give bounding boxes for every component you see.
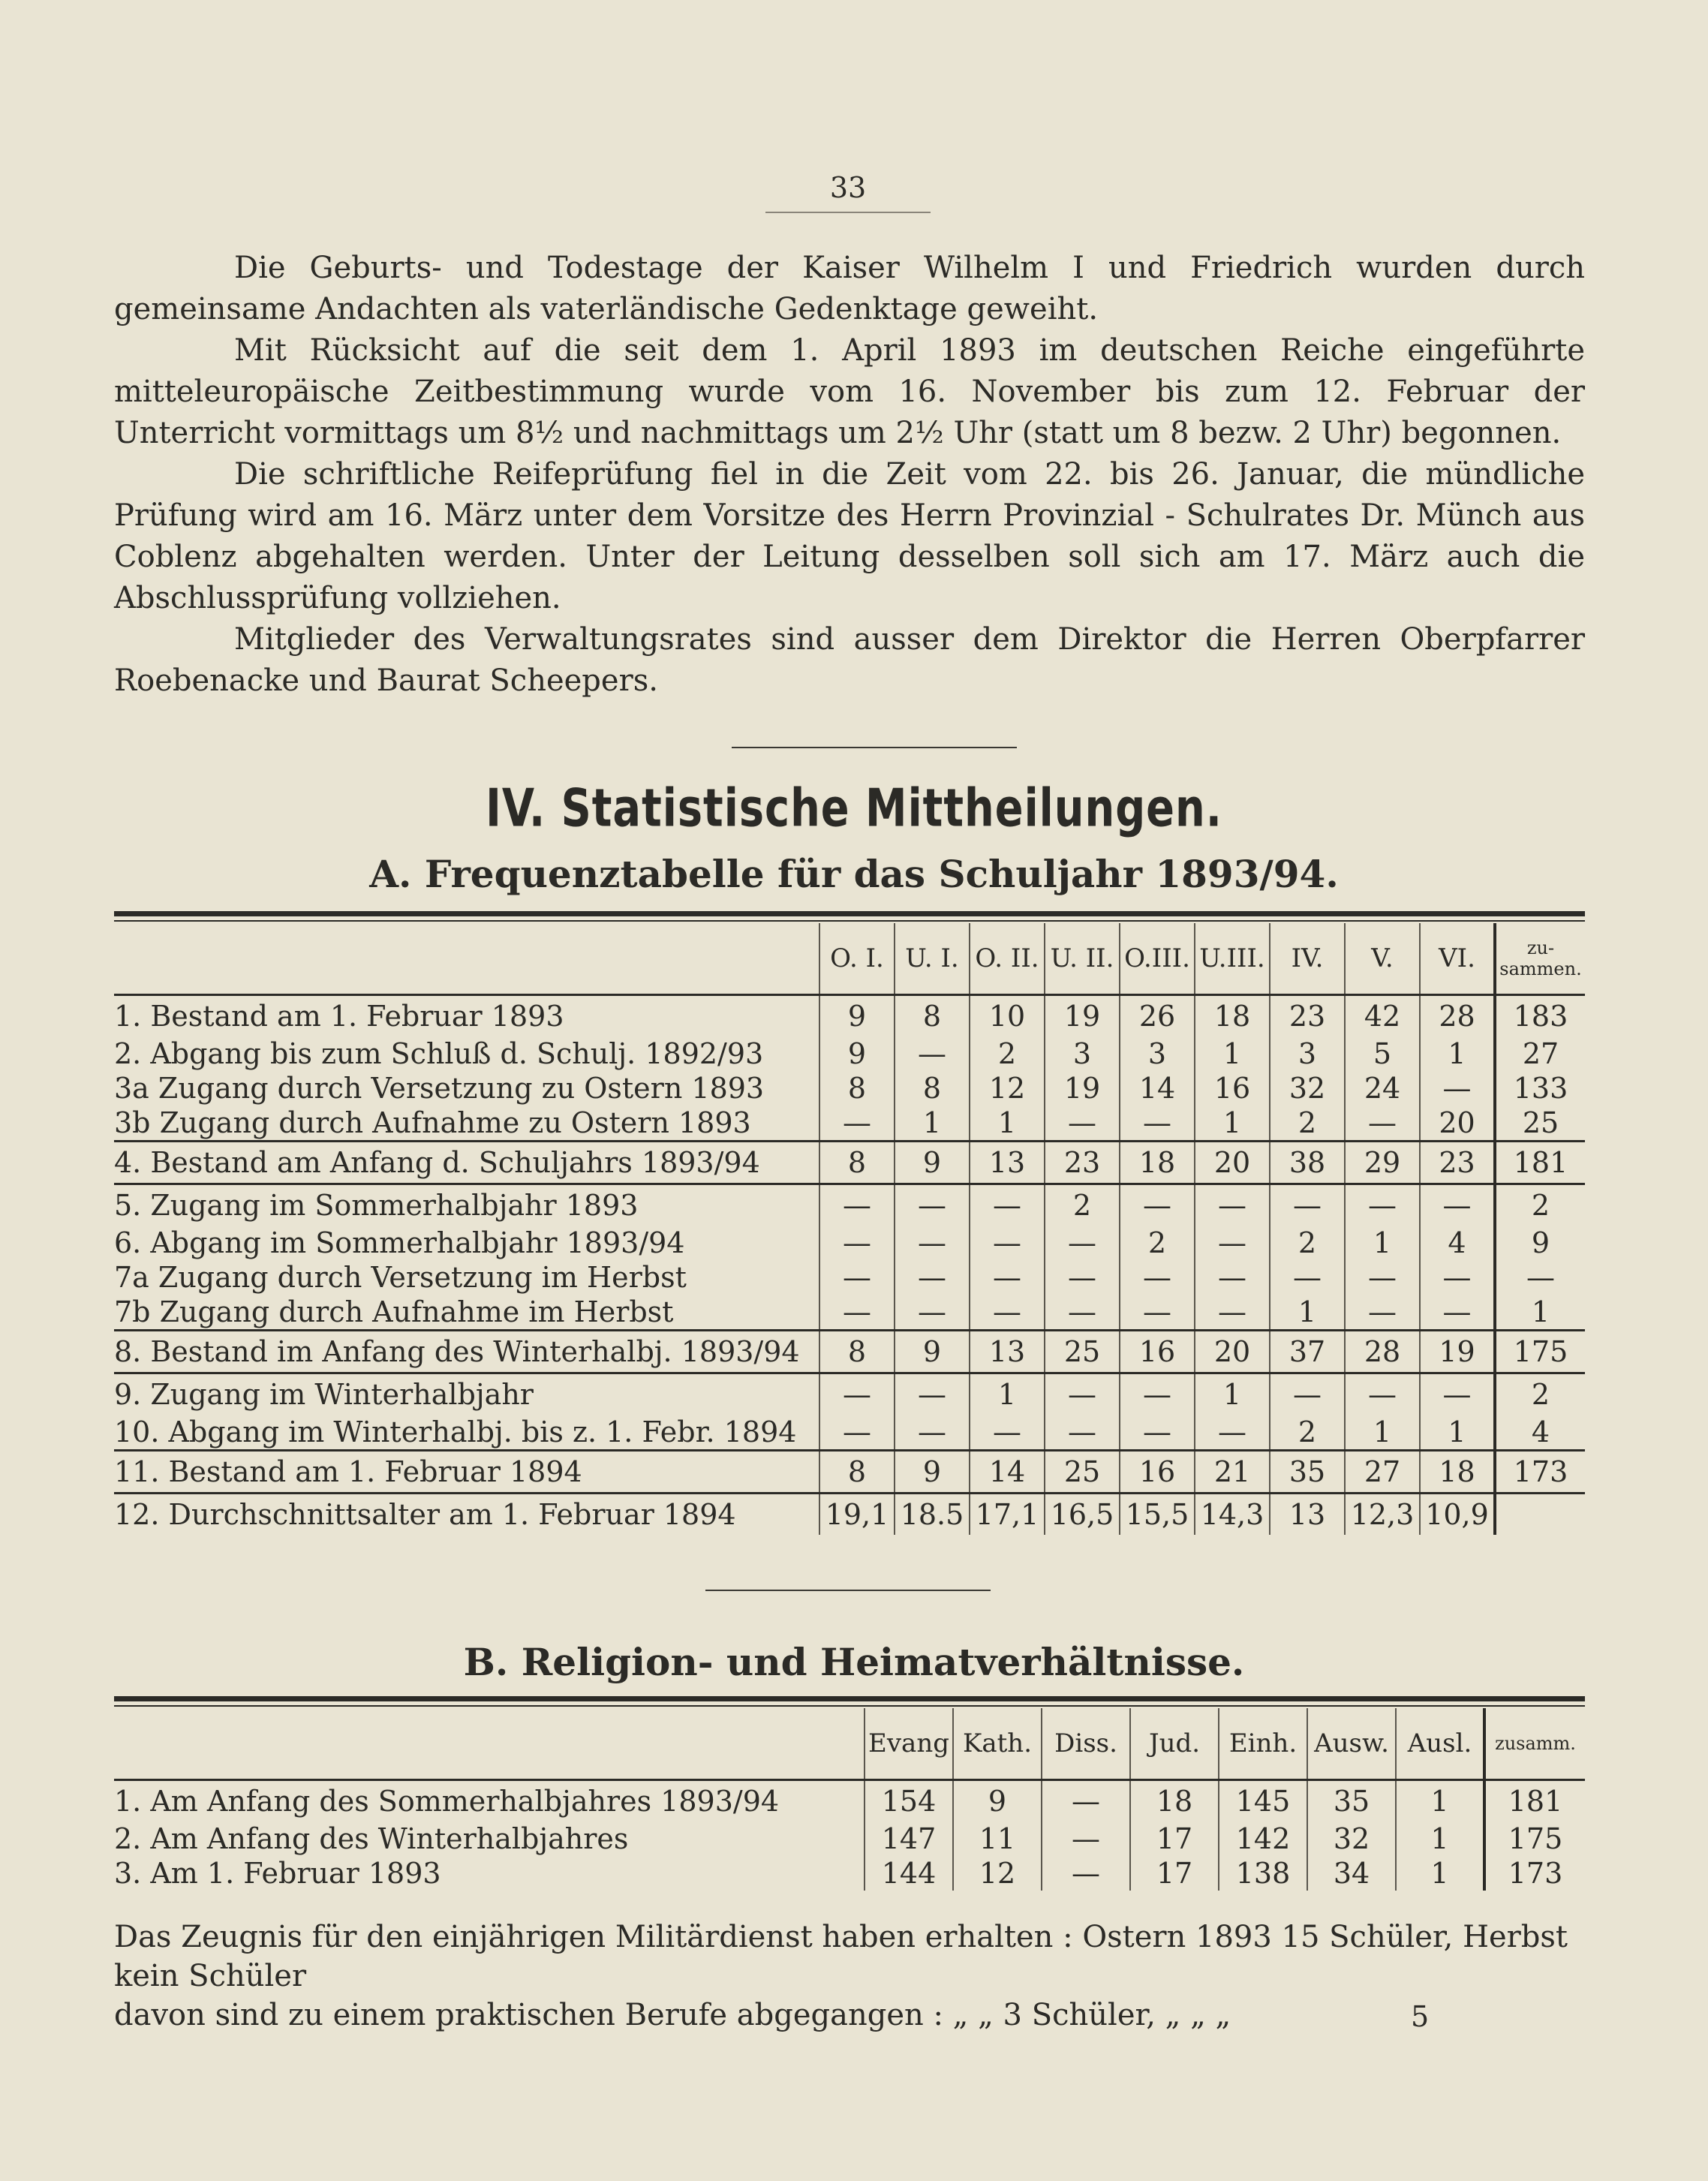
row-label: 1. Am Anfang des Sommerhalbjahres 1893/94: [114, 1780, 865, 1822]
signature-mark: 5: [1411, 2000, 1430, 2033]
section-title: IV. Statistische Mittheilungen.: [486, 777, 1222, 839]
table-cell: —: [1420, 1295, 1495, 1331]
table-cell: 1: [1420, 1036, 1495, 1071]
table-cell: 2: [1270, 1226, 1345, 1260]
table-cell: —: [1042, 1822, 1130, 1856]
row-label: 9. Zugang im Winterhalbjahr: [114, 1373, 819, 1415]
table-cell: 13: [970, 1331, 1045, 1373]
table-cell: —: [819, 1226, 895, 1260]
row-label: 2. Abgang bis zum Schluß d. Schulj. 1892/93: [114, 1037, 764, 1070]
table-a-title: A. Frequenztabelle für das Schuljahr 1893/94.: [369, 852, 1339, 896]
table-cell: —: [1270, 1373, 1345, 1415]
paragraph: Mit Rücksicht auf die seit dem 1. April 1893 im deutschen Reiche eingeführte mitteleuropäische Zeitbestimmung wurde vom 16. November bis zum 12. Februar der Unterricht vormittags um 8½ und nachmittags um 2½ Uhr (statt um 8 bezw. 2 Uhr) begonnen.: [114, 333, 1585, 450]
paragraph: Die schriftliche Reifeprüfung fiel in die Zeit vom 22. bis 26. Januar, die mündliche Prüfung wird am 16. März unter dem Vorsitze des Herrn Provinzial - Schulrates Dr. Münch aus Coblenz abgehalten werden. Unter der Leitung desselben soll sich am 17. März auch die Abschlussprüfung vollziehen.: [114, 457, 1585, 615]
table-cell: 9: [1495, 1226, 1585, 1260]
table-row: [114, 1071, 1585, 1106]
table-cell: 1: [1495, 1295, 1585, 1331]
table-cell: 17: [1130, 1856, 1219, 1891]
page-number-rule: [765, 212, 931, 213]
table-row: [114, 1106, 1585, 1142]
row-label: 11. Bestand am 1. Februar 1894: [114, 1451, 819, 1494]
table-cell: 32: [1270, 1071, 1345, 1106]
table-cell: —: [1495, 1260, 1585, 1295]
table-cell: 28: [1420, 995, 1495, 1037]
table-cell: 154: [865, 1780, 953, 1822]
table-cell: —: [1270, 1260, 1345, 1295]
divider: [705, 1590, 991, 1591]
table-cell: —: [1195, 1295, 1270, 1331]
table-row: [114, 1822, 1585, 1856]
table-cell: 16: [1120, 1451, 1195, 1494]
row-label: 4. Bestand am Anfang d. Schuljahrs 1893/94: [114, 1142, 819, 1184]
table-cell: 27: [1345, 1451, 1420, 1494]
table-cell: —: [819, 1260, 895, 1295]
table-row: [114, 1142, 1585, 1184]
table-cell: 14: [970, 1451, 1045, 1494]
table-cell: 42: [1345, 995, 1420, 1037]
table-cell: 11: [953, 1822, 1042, 1856]
column-header: VI.: [1420, 923, 1495, 995]
table-cell: 1: [1195, 1373, 1270, 1415]
table-cell: 13: [1270, 1494, 1345, 1536]
column-header: zusamm.: [1484, 1708, 1585, 1780]
table-cell: —: [895, 1036, 970, 1071]
table-cell: 147: [865, 1822, 953, 1856]
table-cell: 19,1: [819, 1494, 895, 1536]
divider: [732, 747, 1017, 748]
table-cell: 1: [1195, 1106, 1270, 1142]
table-cell: 19: [1045, 995, 1120, 1037]
table-cell: —: [1120, 1260, 1195, 1295]
table-cell: 18: [1420, 1451, 1495, 1494]
table-cell: —: [1120, 1295, 1195, 1331]
table-cell: 8: [895, 995, 970, 1037]
column-header: zu-sammen.: [1495, 923, 1585, 995]
paragraph: Mitglieder des Verwaltungsrates sind ausser dem Direktor die Herren Oberpfarrer Roebenacke und Baurat Scheepers.: [114, 622, 1585, 698]
row-label: 8. Bestand im Anfang des Winterhalbj. 1893/94: [114, 1331, 819, 1373]
column-header: U. I.: [895, 923, 970, 995]
table-a-top-rule-thin: [114, 920, 1585, 922]
table-cell: 20: [1195, 1331, 1270, 1373]
table-row: [114, 1184, 1585, 1226]
religion-table: [114, 1708, 1585, 1891]
table-cell: —: [1345, 1184, 1420, 1226]
table-cell: —: [895, 1226, 970, 1260]
table-cell: 20: [1420, 1106, 1495, 1142]
table-cell: —: [819, 1184, 895, 1226]
table-cell: 14,3: [1195, 1494, 1270, 1536]
column-header: Ausw.: [1307, 1708, 1396, 1780]
table-cell: 1: [1195, 1036, 1270, 1071]
table-cell: —: [1120, 1106, 1195, 1142]
table-cell: 2: [1120, 1226, 1195, 1260]
frequency-table: [114, 923, 1585, 1535]
table-cell: —: [819, 1415, 895, 1451]
row-label: 2. Am Anfang des Winterhalbjahres: [114, 1822, 629, 1855]
row-label: 3. Am 1. Februar 1893: [114, 1857, 441, 1890]
table-cell: —: [895, 1373, 970, 1415]
table-row: [114, 1494, 1585, 1536]
row-label: 5. Zugang im Sommerhalbjahr 1893: [114, 1184, 819, 1226]
table-cell: —: [1045, 1373, 1120, 1415]
table-cell: 1: [895, 1106, 970, 1142]
table-cell: 19: [1420, 1331, 1495, 1373]
table-cell: 23: [1420, 1142, 1495, 1184]
table-cell: [1495, 1494, 1585, 1536]
table-cell: 9: [819, 995, 895, 1037]
row-label: 1. Bestand am 1. Februar 1893: [114, 995, 819, 1037]
table-row: [114, 1331, 1585, 1373]
table-cell: 13: [970, 1142, 1045, 1184]
table-row: [114, 1780, 1585, 1822]
table-cell: 16,5: [1045, 1494, 1120, 1536]
table-cell: 1: [1396, 1822, 1484, 1856]
table-cell: —: [819, 1295, 895, 1331]
table-cell: 173: [1484, 1856, 1585, 1891]
table-cell: 1: [1345, 1415, 1420, 1451]
table-cell: —: [1420, 1071, 1495, 1106]
table-cell: —: [1345, 1295, 1420, 1331]
table-cell: —: [1270, 1184, 1345, 1226]
table-cell: —: [1042, 1856, 1130, 1891]
column-header: O. II.: [970, 923, 1045, 995]
column-header: IV.: [1270, 923, 1345, 995]
column-header: Ausl.: [1396, 1708, 1484, 1780]
page-number: 33: [829, 171, 867, 204]
table-cell: 17: [1130, 1822, 1219, 1856]
table-cell: 12,3: [1345, 1494, 1420, 1536]
table-cell: —: [1042, 1780, 1130, 1822]
table-cell: —: [895, 1415, 970, 1451]
table-row: [114, 1415, 1585, 1451]
table-cell: —: [1420, 1184, 1495, 1226]
table-cell: —: [819, 1373, 895, 1415]
table-row: [114, 1036, 1585, 1071]
table-cell: —: [1345, 1106, 1420, 1142]
table-cell: 1: [1396, 1856, 1484, 1891]
table-cell: —: [819, 1106, 895, 1142]
table-cell: 175: [1495, 1331, 1585, 1373]
body-text: [114, 248, 1585, 702]
table-cell: 29: [1345, 1142, 1420, 1184]
table-cell: —: [1045, 1295, 1120, 1331]
table-cell: 181: [1484, 1780, 1585, 1822]
table-cell: 1: [1345, 1226, 1420, 1260]
table-b-title: B. Religion- und Heimatverhältnisse.: [463, 1640, 1245, 1684]
table-cell: 1: [970, 1106, 1045, 1142]
table-cell: 9: [895, 1331, 970, 1373]
column-header: U.III.: [1195, 923, 1270, 995]
column-header: O. I.: [819, 923, 895, 995]
table-cell: —: [970, 1415, 1045, 1451]
table-cell: 145: [1219, 1780, 1307, 1822]
table-cell: —: [1045, 1260, 1120, 1295]
table-cell: 173: [1495, 1451, 1585, 1494]
table-cell: 34: [1307, 1856, 1396, 1891]
table-cell: 35: [1270, 1451, 1345, 1494]
table-cell: 2: [1045, 1184, 1120, 1226]
table-cell: 181: [1495, 1142, 1585, 1184]
table-header-blank: [114, 1708, 865, 1780]
table-cell: —: [1195, 1415, 1270, 1451]
table-cell: 37: [1270, 1331, 1345, 1373]
column-header: V.: [1345, 923, 1420, 995]
table-cell: 2: [1495, 1184, 1585, 1226]
table-row: [114, 1226, 1585, 1260]
table-cell: 32: [1307, 1822, 1396, 1856]
table-cell: 16: [1195, 1071, 1270, 1106]
table-cell: 5: [1345, 1036, 1420, 1071]
table-cell: —: [1045, 1415, 1120, 1451]
table-cell: 8: [819, 1331, 895, 1373]
table-cell: —: [970, 1260, 1045, 1295]
table-cell: 4: [1495, 1415, 1585, 1451]
table-cell: 16: [1120, 1331, 1195, 1373]
column-header: O.III.: [1120, 923, 1195, 995]
table-cell: 23: [1045, 1142, 1120, 1184]
table-row: [114, 1260, 1585, 1295]
footer-line: Das Zeugnis für den einjährigen Militärdienst haben erhalten : Ostern 1893 15 Schüler, Herbst kein Schüler: [114, 1920, 1568, 1993]
row-label: 7a Zugang durch Versetzung im Herbst: [114, 1261, 687, 1294]
table-row: [114, 995, 1585, 1037]
table-cell: 9: [953, 1780, 1042, 1822]
table-cell: —: [1195, 1226, 1270, 1260]
table-cell: 23: [1270, 995, 1345, 1037]
row-label: 3a Zugang durch Versetzung zu Ostern 1893: [114, 1072, 765, 1105]
table-cell: 2: [1270, 1106, 1345, 1142]
table-cell: 28: [1345, 1331, 1420, 1373]
table-cell: —: [1120, 1184, 1195, 1226]
table-cell: 18: [1130, 1780, 1219, 1822]
table-header-blank: [114, 923, 819, 995]
row-label: 3b Zugang durch Aufnahme zu Ostern 1893: [114, 1106, 751, 1139]
table-cell: —: [1345, 1260, 1420, 1295]
table-cell: 3: [1045, 1036, 1120, 1071]
table-cell: 18: [1195, 995, 1270, 1037]
column-header: Jud.: [1130, 1708, 1219, 1780]
table-cell: 35: [1307, 1780, 1396, 1822]
table-cell: —: [970, 1295, 1045, 1331]
table-cell: 17,1: [970, 1494, 1045, 1536]
footer-line: davon sind zu einem praktischen Berufe abgegangen : „ „ 3 Schüler, „ „ „: [114, 1998, 1231, 2032]
table-cell: 10: [970, 995, 1045, 1037]
table-cell: 15,5: [1120, 1494, 1195, 1536]
table-a-top-rule: [114, 911, 1585, 916]
row-label: 7b Zugang durch Aufnahme im Herbst: [114, 1295, 674, 1328]
table-cell: —: [970, 1226, 1045, 1260]
table-cell: —: [895, 1295, 970, 1331]
table-cell: 24: [1345, 1071, 1420, 1106]
table-cell: —: [1420, 1260, 1495, 1295]
table-cell: 14: [1120, 1071, 1195, 1106]
table-cell: 12: [953, 1856, 1042, 1891]
table-row: [114, 1295, 1585, 1331]
table-b-top-rule: [114, 1696, 1585, 1701]
table-cell: 38: [1270, 1142, 1345, 1184]
table-cell: 27: [1495, 1036, 1585, 1071]
table-cell: —: [1120, 1373, 1195, 1415]
table-cell: 9: [819, 1036, 895, 1071]
table-cell: 8: [819, 1071, 895, 1106]
row-label: 6. Abgang im Sommerhalbjahr 1893/94: [114, 1226, 685, 1259]
table-cell: 1: [1396, 1780, 1484, 1822]
row-label: 10. Abgang im Winterhalbj. bis z. 1. Febr. 1894: [114, 1415, 797, 1448]
table-row: [114, 1373, 1585, 1415]
table-cell: 183: [1495, 995, 1585, 1037]
table-cell: 175: [1484, 1822, 1585, 1856]
column-header: Diss.: [1042, 1708, 1130, 1780]
table-cell: 25: [1495, 1106, 1585, 1142]
table-cell: —: [1420, 1373, 1495, 1415]
table-cell: —: [970, 1184, 1045, 1226]
table-cell: 138: [1219, 1856, 1307, 1891]
table-cell: 1: [1270, 1295, 1345, 1331]
table-cell: 25: [1045, 1331, 1120, 1373]
column-header: U. II.: [1045, 923, 1120, 995]
table-cell: —: [895, 1260, 970, 1295]
table-cell: 9: [895, 1451, 970, 1494]
table-cell: 142: [1219, 1822, 1307, 1856]
table-cell: 18: [1120, 1142, 1195, 1184]
table-cell: 26: [1120, 995, 1195, 1037]
table-row: [114, 1856, 1585, 1891]
table-cell: 1: [970, 1373, 1045, 1415]
table-cell: 20: [1195, 1142, 1270, 1184]
table-cell: 10,9: [1420, 1494, 1495, 1536]
table-cell: 12: [970, 1071, 1045, 1106]
column-header: Einh.: [1219, 1708, 1307, 1780]
column-header: Evang: [865, 1708, 953, 1780]
table-cell: —: [1345, 1373, 1420, 1415]
table-cell: 18.5: [895, 1494, 970, 1536]
table-cell: —: [1045, 1226, 1120, 1260]
table-cell: 2: [1270, 1415, 1345, 1451]
table-row: [114, 1451, 1585, 1494]
table-cell: 9: [895, 1142, 970, 1184]
table-cell: —: [1195, 1260, 1270, 1295]
paragraph: Die Geburts- und Todestage der Kaiser Wilhelm I und Friedrich wurden durch gemeinsame Andachten als vaterländische Gedenktage geweiht.: [114, 251, 1585, 326]
table-cell: 19: [1045, 1071, 1120, 1106]
table-cell: 144: [865, 1856, 953, 1891]
footer-text: [114, 1918, 1585, 2035]
table-cell: 8: [895, 1071, 970, 1106]
table-b-top-rule-thin: [114, 1705, 1585, 1707]
table-cell: —: [1045, 1106, 1120, 1142]
table-cell: 25: [1045, 1451, 1120, 1494]
column-header: Kath.: [953, 1708, 1042, 1780]
table-cell: —: [1120, 1415, 1195, 1451]
table-cell: 1: [1420, 1415, 1495, 1451]
table-cell: 21: [1195, 1451, 1270, 1494]
table-cell: 3: [1270, 1036, 1345, 1071]
table-cell: 3: [1120, 1036, 1195, 1071]
table-cell: 133: [1495, 1071, 1585, 1106]
table-cell: —: [895, 1184, 970, 1226]
table-cell: 2: [970, 1036, 1045, 1071]
table-cell: 2: [1495, 1373, 1585, 1415]
table-cell: 4: [1420, 1226, 1495, 1260]
table-cell: 8: [819, 1451, 895, 1494]
row-label: 12. Durchschnittsalter am 1. Februar 1894: [114, 1494, 819, 1536]
table-cell: 8: [819, 1142, 895, 1184]
table-cell: —: [1195, 1184, 1270, 1226]
